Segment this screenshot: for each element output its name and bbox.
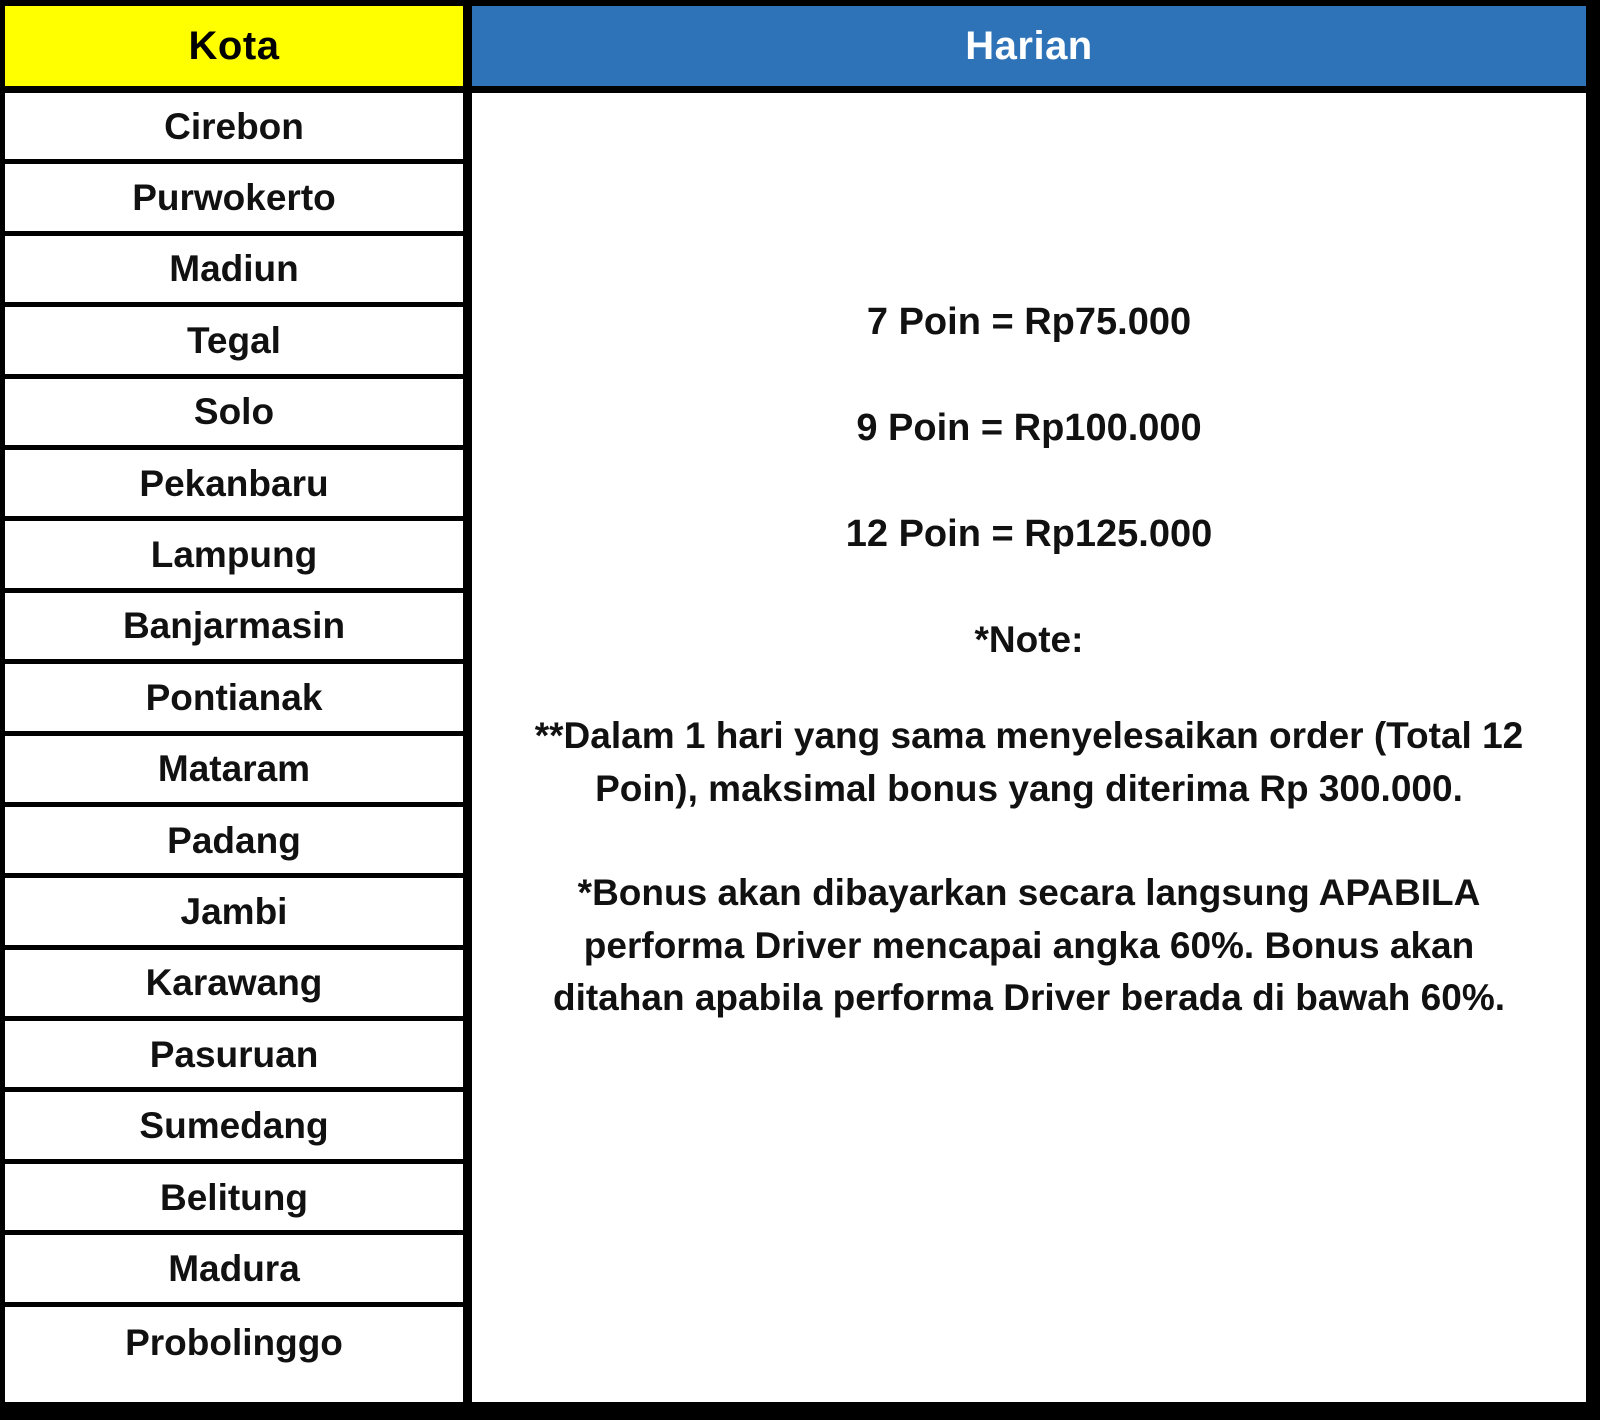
table-row[interactable] [5,379,463,450]
city-name: Solo [193,391,275,433]
city-name: Pontianak [145,676,323,718]
frame-border-right [1586,0,1600,1404]
point-tier-2: 9 Poin = Rp100.000 [856,407,1202,449]
city-name: Cirebon [164,105,304,147]
table-row[interactable] [5,236,463,307]
city-name: Jambi [180,890,288,932]
table-row[interactable] [5,664,463,735]
kota-column [5,6,463,1402]
harian-column-header [472,6,1586,93]
note-paragraph-max-bonus: **Dalam 1 hari yang sama menyelesaikan order (Total 12 Poin), maksimal bonus yang diterima Rp 300.000. [534,715,1524,809]
harian-header-label: Harian [965,24,1093,68]
table-row[interactable] [5,450,463,521]
frame-border-bottom [0,1402,1600,1420]
city-name: Purwokerto [132,177,336,219]
column-divider [463,0,472,1402]
table-row[interactable] [5,807,463,878]
city-name: Pasuruan [149,1033,319,1075]
point-tier-3: 12 Poin = Rp125.000 [845,513,1213,555]
table-row[interactable] [5,164,463,235]
kota-header-label: Kota [188,24,280,68]
city-name: Padang [167,819,301,861]
table-row[interactable] [5,878,463,949]
city-name: Lampung [150,534,318,576]
city-name: Pekanbaru [139,462,329,504]
table-row[interactable] [5,93,463,164]
city-name: Banjarmasin [122,605,346,647]
table-row[interactable] [5,736,463,807]
table-row[interactable] [5,950,463,1021]
point-tier-1: 7 Poin = Rp75.000 [866,301,1192,343]
note-heading: *Note: [974,619,1084,660]
city-name: Madiun [169,248,299,290]
table-row[interactable] [5,1092,463,1163]
city-name: Belitung [160,1176,308,1218]
table-row[interactable] [5,1235,463,1306]
city-name: Tegal [187,319,281,361]
city-name: Probolinggo [125,1321,343,1363]
city-name: Karawang [145,962,323,1004]
table-row[interactable] [5,593,463,664]
table-row[interactable] [5,1164,463,1235]
city-name: Madura [168,1247,300,1289]
note-paragraph-performance: *Bonus akan dibayarkan secara langsung APABILA performa Driver mencapai angka 60%. Bonus akan ditahan apabila performa Driver berada di bawah 60%. [552,872,1506,1019]
table-row[interactable] [5,1307,463,1378]
city-name: Mataram [157,748,311,790]
table-row[interactable] [5,1021,463,1092]
table-row[interactable] [5,521,463,592]
harian-column [472,6,1586,1402]
kota-column-header [5,6,463,93]
city-name: Sumedang [139,1105,329,1147]
harian-content-cell [472,93,1586,1395]
kota-row-list [5,93,463,1378]
table-row[interactable] [5,307,463,378]
